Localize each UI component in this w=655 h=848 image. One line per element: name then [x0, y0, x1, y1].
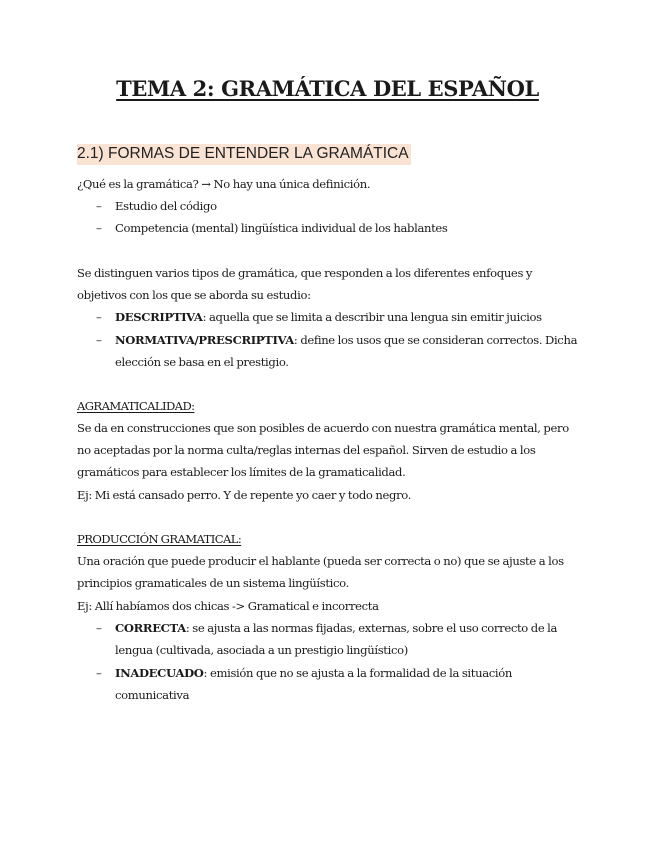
bullet-marker: –	[96, 221, 102, 235]
type-description-continued: elección se basa en el prestigio.	[115, 355, 289, 369]
types-paragraph-line: Se distinguen varios tipos de gramática, que responden a los diferentes enfoques y	[77, 266, 533, 280]
section-heading: 2.1) FORMAS DE ENTENDER LA GRAMÁTICA	[77, 144, 411, 165]
produccion-bullet-correcta	[115, 621, 557, 635]
agramaticalidad-line: no aceptadas por la norma culta/reglas internas del español. Sirven de estudio a los	[77, 443, 536, 457]
produccion-line: Una oración que puede producir el hablante (pueda ser correcta o no) que se ajuste a los	[77, 554, 564, 568]
type-description: : define los usos que se consideran correctos. Dicha	[293, 333, 578, 347]
produccion-line: principios gramaticales de un sistema lingüístico.	[77, 576, 349, 590]
subheading-agramaticalidad: AGRAMATICALIDAD:	[77, 399, 195, 413]
type-bullet-descriptiva	[115, 310, 542, 324]
agramaticalidad-line: Se da en construcciones que son posibles de acuerdo con nuestra gramática mental, pero	[77, 421, 569, 435]
bullet-term: INADECUADO	[115, 666, 204, 680]
bullet-marker: –	[96, 310, 102, 324]
bullet-description-continued: lengua (cultivada, asociada a un prestigio lingüístico)	[115, 643, 408, 657]
definition-bullet: Competencia (mental) lingüística individual de los hablantes	[115, 221, 448, 235]
bullet-marker: –	[96, 666, 102, 680]
bullet-description: : se ajusta a las normas fijadas, externas, sobre el uso correcto de la	[185, 621, 558, 635]
type-description: : aquella que se limita a describir una lengua sin emitir juicios	[202, 310, 542, 324]
agramaticalidad-line: gramáticos para establecer los límites de la gramaticalidad.	[77, 465, 406, 479]
produccion-bullet-inadecuado	[115, 666, 512, 680]
intro-question: ¿Qué es la gramática? → No hay una única definición.	[77, 177, 371, 191]
bullet-description-continued: comunicativa	[115, 688, 190, 702]
types-paragraph-line: objetivos con los que se aborda su estudio:	[77, 288, 311, 302]
bullet-marker: –	[96, 199, 102, 213]
definition-bullet: Estudio del código	[115, 199, 217, 213]
type-term: DESCRIPTIVA	[115, 310, 203, 324]
subheading-produccion: PRODUCCIÓN GRAMATICAL:	[77, 532, 242, 546]
bullet-marker: –	[96, 621, 102, 635]
bullet-term: CORRECTA	[115, 621, 186, 635]
type-term: NORMATIVA/PRESCRIPTIVA	[115, 333, 294, 347]
type-bullet-normativa	[115, 333, 577, 347]
document-title: TEMA 2: GRAMÁTICA DEL ESPAÑOL	[116, 76, 539, 101]
bullet-description: : emisión que no se ajusta a la formalidad de la situación	[203, 666, 513, 680]
bullet-marker: –	[96, 333, 102, 347]
produccion-example: Ej: Allí habíamos dos chicas -> Gramatical e incorrecta	[77, 599, 379, 613]
agramaticalidad-example: Ej: Mi está cansado perro. Y de repente yo caer y todo negro.	[77, 488, 412, 502]
